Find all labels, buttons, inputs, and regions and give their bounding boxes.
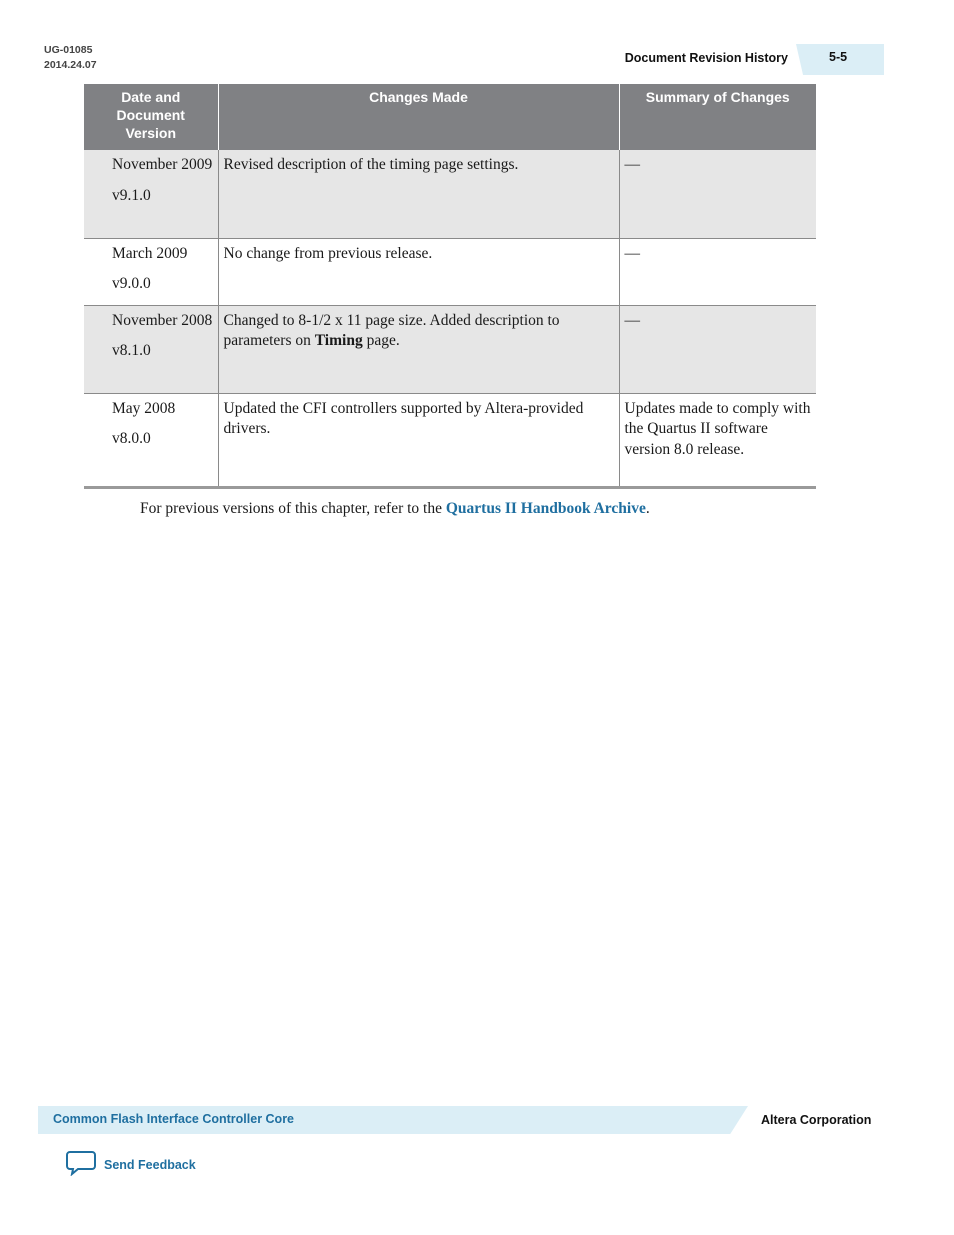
row-version: v8.0.0	[112, 430, 151, 447]
summary-cell: —	[619, 305, 816, 393]
summary-cell: —	[619, 150, 816, 238]
summary-cell: —	[619, 238, 816, 305]
footer-company: Altera Corporation	[761, 1113, 872, 1127]
row-date: November 2008	[112, 311, 213, 329]
table-header-row	[84, 84, 816, 150]
previous-versions-note	[140, 500, 650, 518]
column-header-summary: Summary of Changes	[619, 84, 816, 150]
row-date: May 2008	[112, 399, 176, 417]
changes-cell: Updated the CFI controllers supported by Altera-provided drivers.	[218, 393, 619, 487]
table-row	[84, 393, 816, 487]
doc-id: UG-01085	[44, 44, 93, 56]
page-number: 5-5	[829, 50, 848, 64]
changes-cell: No change from previous release.	[218, 238, 619, 305]
send-feedback-button[interactable]	[66, 1150, 196, 1179]
date-cell	[84, 238, 218, 305]
row-date: March 2009	[112, 244, 188, 262]
column-header-changes: Changes Made	[218, 84, 619, 150]
row-date: November 2009	[112, 156, 213, 173]
changes-cell: Revised description of the timing page settings.	[218, 150, 619, 238]
table-row	[84, 238, 816, 305]
row-version: v9.1.0	[112, 186, 151, 204]
speech-bubble-icon	[66, 1150, 96, 1179]
table-row	[84, 305, 816, 393]
section-title: Document Revision History	[624, 51, 788, 65]
footer-document-title[interactable]: Common Flash Interface Controller Core	[53, 1112, 295, 1126]
row-version: v9.0.0	[112, 275, 151, 292]
changes-text: Changed to 8-1/2 x 11 page size. Added description to parameters on	[223, 311, 560, 349]
changes-cell	[218, 305, 619, 393]
revision-history-table	[84, 84, 816, 489]
column-header-date: Date and Document Version	[84, 84, 218, 150]
row-version: v8.1.0	[112, 342, 151, 359]
date-cell	[84, 305, 218, 393]
summary-cell: Updates made to comply with the Quartus II software version 8.0 release.	[619, 393, 816, 487]
timing-emphasis: Timing	[314, 332, 363, 349]
table-row	[84, 150, 816, 238]
note-text: For previous versions of this chapter, refer to the	[140, 500, 446, 517]
date-cell	[84, 393, 218, 487]
note-end: .	[645, 500, 650, 517]
date-cell	[84, 150, 218, 238]
changes-text-end: page.	[362, 332, 400, 349]
document-id-block	[44, 43, 97, 73]
handbook-archive-link[interactable]: Quartus II Handbook Archive	[445, 500, 646, 517]
doc-date: 2014.24.07	[44, 59, 97, 71]
send-feedback-label: Send Feedback	[104, 1157, 196, 1172]
